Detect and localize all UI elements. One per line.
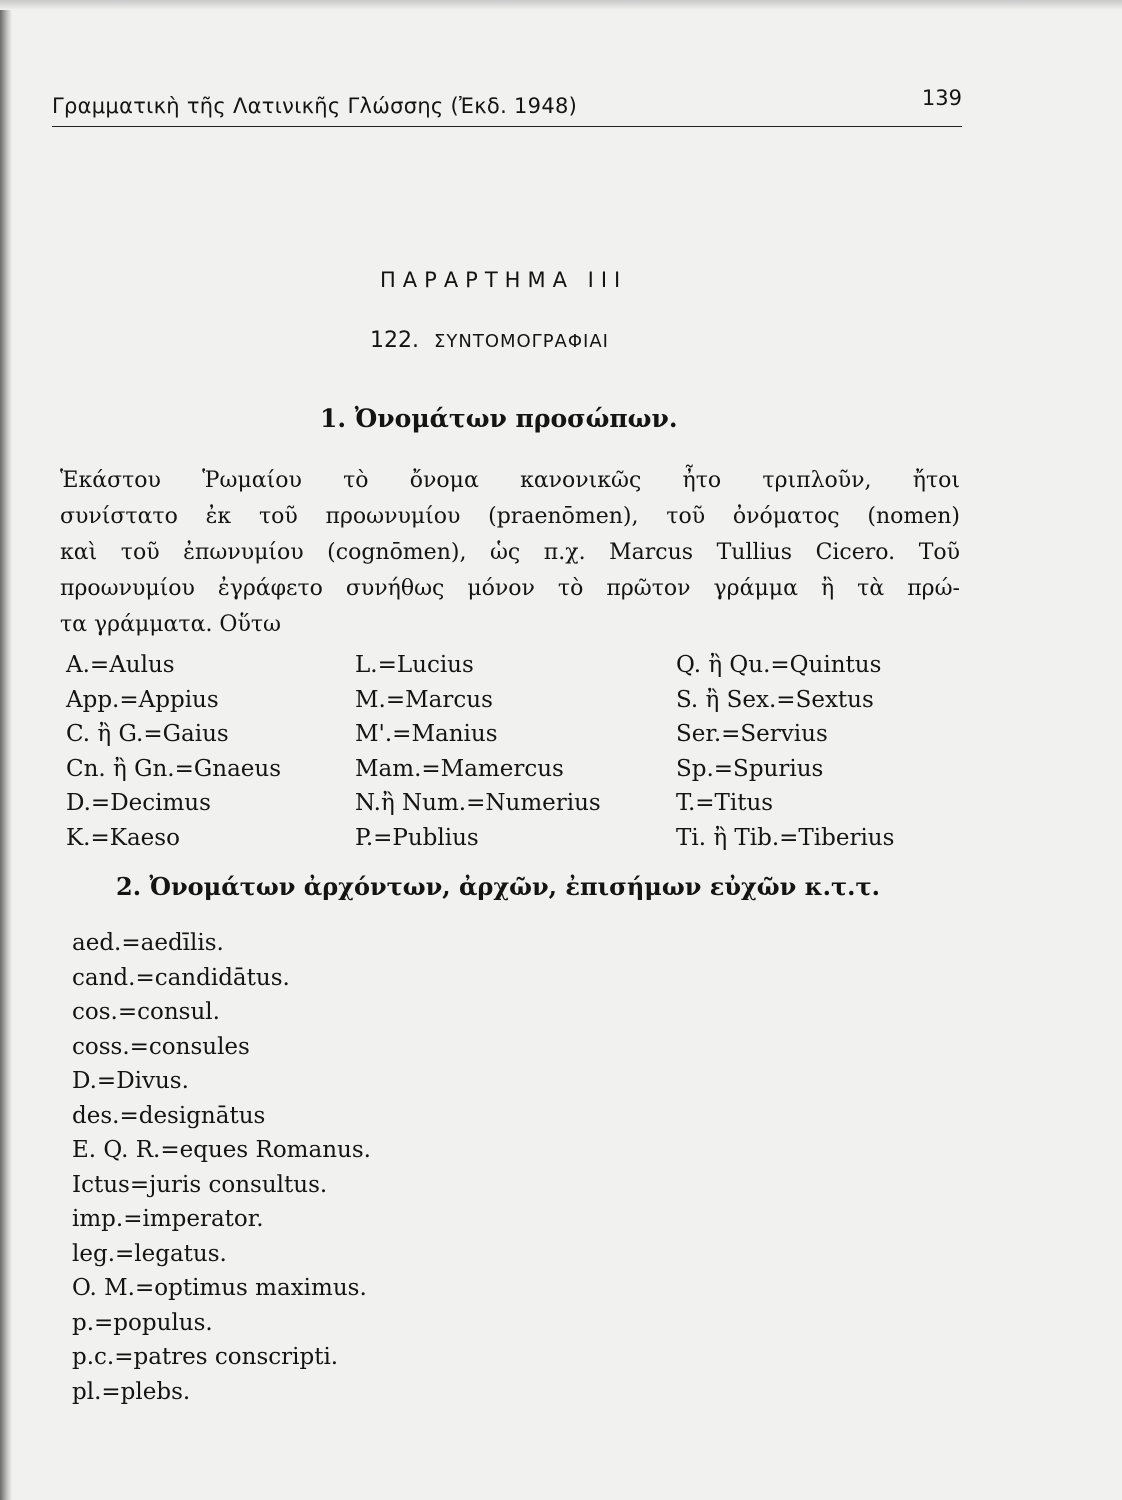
running-header xyxy=(52,86,962,127)
abbreviation-entry: A.=Aulus xyxy=(66,652,175,678)
abbreviation-entry: Cn. ἢ Gn.=Gnaeus xyxy=(66,755,282,782)
abbreviation-entry: N.ἢ Num.=Numerius xyxy=(355,790,601,816)
subsection-1-heading: 1. Ὀνομάτων προσώπων. xyxy=(320,404,678,433)
abbreviation-entry: D.=Divus. xyxy=(72,1068,189,1094)
magistrates-abbreviation-list xyxy=(72,926,371,1409)
paragraph-line: συνίστατο ἐκ τοῦ προωνυμίου (praenōmen), τοῦ ὀνόματος (nomen) xyxy=(60,504,960,529)
header-title: Γραμματικὴ τῆς Λατινικῆς Γλώσσης (Ἐκδ. 1948) xyxy=(52,94,578,118)
abbreviation-entry: Mam.=Mamercus xyxy=(355,755,564,782)
abbreviation-entry: coss.=consules xyxy=(72,1033,250,1060)
abbreviation-entry: P.=Publius xyxy=(355,824,479,851)
paragraph-line: προωνυμίου ἐγράφετο συνήθως μόνον τὸ πρῶτον γράμμα ἢ τὰ πρώ- xyxy=(60,576,960,601)
abbreviation-entry: cand.=candidātus. xyxy=(72,964,290,991)
abbreviation-entry: D.=Decimus xyxy=(66,790,211,816)
abbreviation-entry: pl.=plebs. xyxy=(72,1378,191,1405)
abbreviation-entry: Q. ἢ Qu.=Quintus xyxy=(676,652,882,678)
abbreviation-entry: M.=Marcus xyxy=(355,686,493,713)
abbreviation-entry: T.=Titus xyxy=(676,790,774,816)
abbreviation-entry: des.=designātus xyxy=(72,1102,266,1129)
page-edge-shadow xyxy=(0,0,12,1500)
praenomina-column-3 xyxy=(676,648,894,855)
paragraph-line: καὶ τοῦ ἐπωνυμίου (cognōmen), ὡς π.χ. Marcus Tullius Cicero. Τοῦ xyxy=(60,540,960,565)
abbreviation-entry: aed.=aedīlis. xyxy=(72,930,224,956)
abbreviation-entry: K.=Kaeso xyxy=(66,824,180,851)
abbreviation-entry: App.=Appius xyxy=(66,686,219,713)
abbreviation-entry: M'.=Manius xyxy=(355,721,498,747)
subsection-2-heading: 2. Ὀνομάτων ἀρχόντων, ἀρχῶν, ἐπισήμων εὐχῶν κ.τ.τ. xyxy=(116,872,880,901)
abbreviation-entry: O. M.=optimus maximus. xyxy=(72,1275,367,1301)
section-number: 122. xyxy=(370,328,419,353)
abbreviation-entry: Ti. ἢ Tib.=Tiberius xyxy=(676,824,895,851)
abbreviation-entry: S. ἢ Sex.=Sextus xyxy=(676,686,874,713)
abbreviation-entry: p.=populus. xyxy=(72,1309,213,1336)
abbreviation-entry: L.=Lucius xyxy=(355,652,474,678)
praenomina-column-1 xyxy=(66,648,281,855)
praenomina-column-2 xyxy=(355,648,601,855)
appendix-heading: ΠΑΡΑΡΤΗΜΑ III xyxy=(380,268,628,292)
abbreviation-entry: Ictus=juris consultus. xyxy=(72,1171,328,1198)
abbreviation-entry: C. ἢ G.=Gaius xyxy=(66,721,229,747)
abbreviation-entry: p.c.=patres conscripti. xyxy=(72,1344,339,1370)
abbreviation-entry: leg.=legatus. xyxy=(72,1240,227,1267)
intro-paragraph xyxy=(60,463,960,643)
abbreviation-entry: cos.=consul. xyxy=(72,999,220,1025)
page-number: 139 xyxy=(921,86,962,110)
page-top-shadow xyxy=(0,0,1122,10)
paragraph-line: τα γράμματα. Οὕτω xyxy=(60,612,281,637)
paragraph-line: Ἑκάστου Ῥωμαίου τὸ ὄνομα κανονικῶς ἦτο τριπλοῦν, ἤτοι xyxy=(60,468,960,493)
section-title: ΣΥΝΤΟΜΟΓΡΑΦΙΑΙ xyxy=(433,331,609,352)
abbreviation-entry: Ser.=Servius xyxy=(676,721,828,747)
abbreviation-entry: Sp.=Spurius xyxy=(676,755,824,782)
abbreviation-entry: E. Q. R.=eques Romanus. xyxy=(72,1137,371,1163)
abbreviation-entry: imp.=imperator. xyxy=(72,1206,264,1232)
section-heading xyxy=(370,328,609,353)
